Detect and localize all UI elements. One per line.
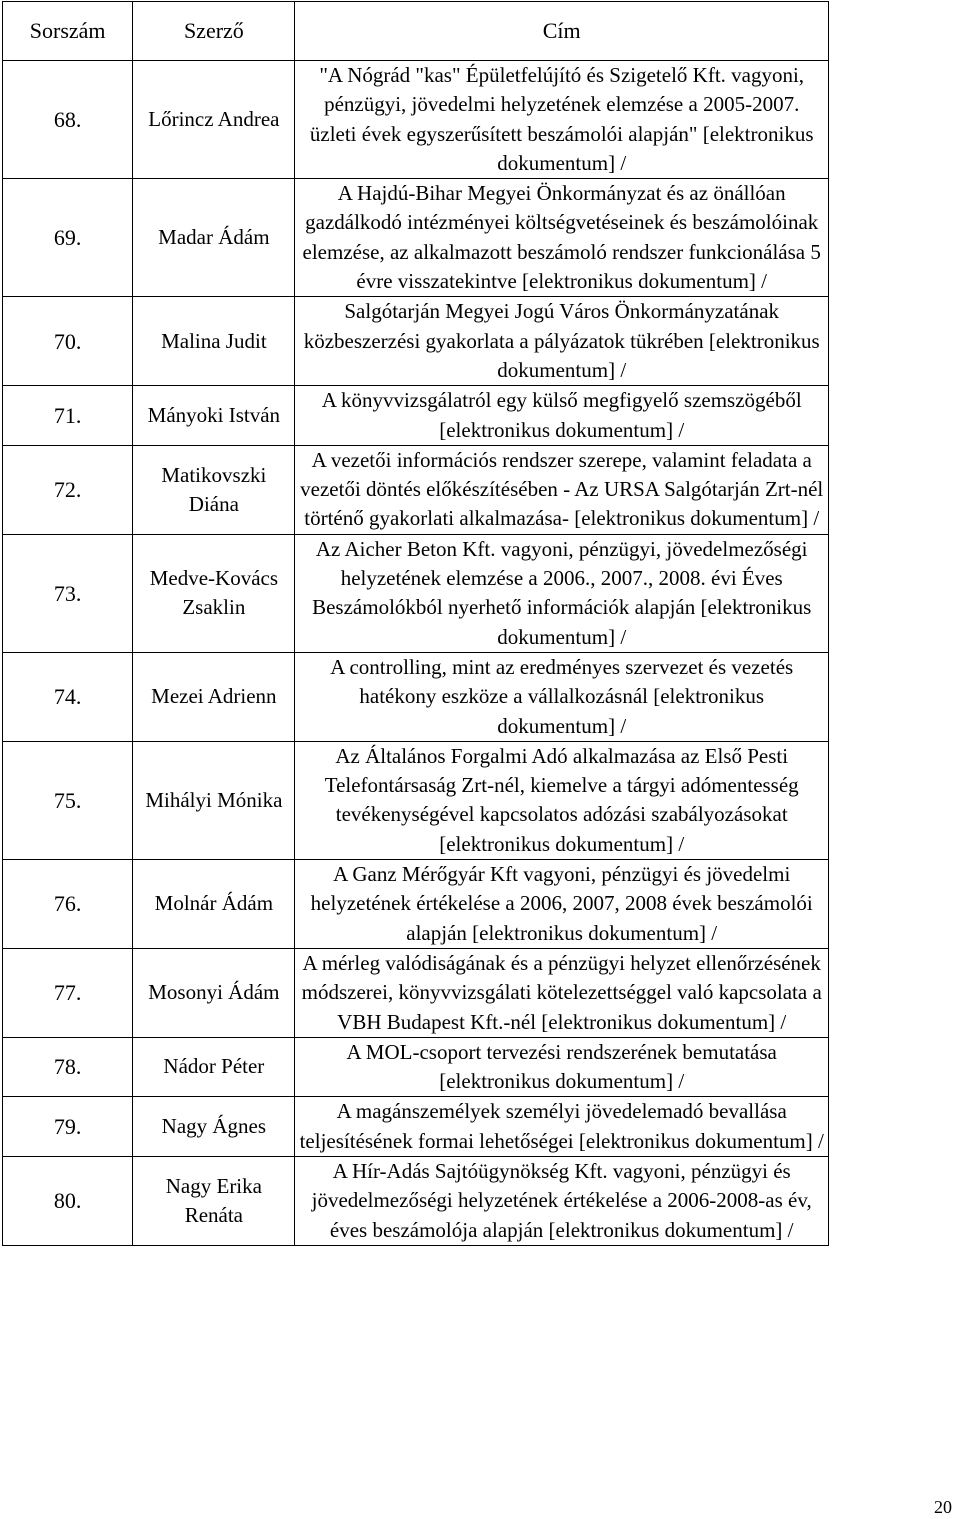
thesis-list-table: [2, 1, 829, 1246]
row-title: "A Nógrád "kas" Épületfelújító és Szigetelő Kft. vagyoni, pénzügyi, jövedelmi helyzetének elemzése a 2005-2007. üzleti évek egyszerűsített beszámolói alapján" [elektronikus dokumentum] /: [295, 61, 829, 179]
row-title: A magánszemélyek személyi jövedelemadó bevallása teljesítésének formai lehetőségei [elektronikus dokumentum] /: [295, 1097, 829, 1157]
table-row: [3, 1156, 829, 1245]
row-number: 78.: [3, 1037, 133, 1097]
row-title: A mérleg valódiságának és a pénzügyi helyzet ellenőrzésének módszerei, könyvvizsgálati kötelezettséggel való kapcsolata a VBH Budapest Kft.-nél [elektronikus dokumentum] /: [295, 948, 829, 1037]
table-row: [3, 1097, 829, 1157]
row-author: Mezei Adrienn: [133, 652, 295, 741]
row-number: 75.: [3, 741, 133, 859]
row-author: Mányoki István: [133, 386, 295, 446]
row-title: Az Aicher Beton Kft. vagyoni, pénzügyi, jövedelmezőségi helyzetének elemzése a 2006., 2007., 2008. évi Éves Beszámolókból nyerhető információk alapján [elektronikus dokumentum] /: [295, 534, 829, 652]
row-title: Salgótarján Megyei Jogú Város Önkormányzatának közbeszerzési gyakorlata a pályázatok tükrében [elektronikus dokumentum] /: [295, 297, 829, 386]
row-author: Mosonyi Ádám: [133, 948, 295, 1037]
table-row: [3, 1037, 829, 1097]
row-author: Madar Ádám: [133, 179, 295, 297]
row-number: 72.: [3, 445, 133, 534]
row-number: 68.: [3, 61, 133, 179]
row-title: A Ganz Mérőgyár Kft vagyoni, pénzügyi és jövedelmi helyzetének értékelése a 2006, 2007, 2008 évek beszámolói alapján [elektronikus dokumentum] /: [295, 860, 829, 949]
row-author: Malina Judit: [133, 297, 295, 386]
table-row: [3, 179, 829, 297]
table-row: [3, 652, 829, 741]
row-author: Lőrincz Andrea: [133, 61, 295, 179]
table-row: [3, 948, 829, 1037]
row-author: Molnár Ádám: [133, 860, 295, 949]
row-author: Nagy Ágnes: [133, 1097, 295, 1157]
table-row: [3, 386, 829, 446]
table-row: [3, 61, 829, 179]
row-title: A könyvvizsgálatról egy külső megfigyelő szemszögéből [elektronikus dokumentum] /: [295, 386, 829, 446]
table-row: [3, 860, 829, 949]
row-title: A controlling, mint az eredményes szervezet és vezetés hatékony eszköze a vállalkozásnál [elektronikus dokumentum] /: [295, 652, 829, 741]
row-title: A Hajdú-Bihar Megyei Önkormányzat és az önállóan gazdálkodó intézményei költségvetéseinek és beszámolóinak elemzése, az alkalmazott beszámoló rendszer funkcionálása 5 évre visszatekintve [elektronikus dokumentum] /: [295, 179, 829, 297]
row-author: Nagy Erika Renáta: [133, 1156, 295, 1245]
table-row: [3, 297, 829, 386]
row-author: Medve-Kovács Zsaklin: [133, 534, 295, 652]
row-title: A vezetői információs rendszer szerepe, valamint feladata a vezetői döntés előkészítésében - Az URSA Salgótarján Zrt-nél történő gyakorlati alkalmazása- [elektronikus dokumentum] /: [295, 445, 829, 534]
row-number: 74.: [3, 652, 133, 741]
header-author: Szerző: [133, 2, 295, 61]
header-title: Cím: [295, 2, 829, 61]
row-number: 80.: [3, 1156, 133, 1245]
row-title: Az Általános Forgalmi Adó alkalmazása az Első Pesti Telefontársaság Zrt-nél, kiemelve a tárgyi adómentesség tevékenységével kapcsolatos adózási szabályozásokat [elektronikus dokumentum] /: [295, 741, 829, 859]
header-number: Sorszám: [3, 2, 133, 61]
row-number: 79.: [3, 1097, 133, 1157]
table-row: [3, 534, 829, 652]
table-row: [3, 741, 829, 859]
row-number: 77.: [3, 948, 133, 1037]
row-title: A Hír-Adás Sajtóügynökség Kft. vagyoni, pénzügyi és jövedelmezőségi helyzetének értékelése a 2006-2008-as év, éves beszámolója alapján [elektronikus dokumentum] /: [295, 1156, 829, 1245]
row-number: 76.: [3, 860, 133, 949]
row-number: 73.: [3, 534, 133, 652]
row-number: 71.: [3, 386, 133, 446]
row-author: Matikovszki Diána: [133, 445, 295, 534]
row-title: A MOL-csoport tervezési rendszerének bemutatása [elektronikus dokumentum] /: [295, 1037, 829, 1097]
table-header-row: [3, 2, 829, 61]
table-row: [3, 445, 829, 534]
row-number: 70.: [3, 297, 133, 386]
row-author: Nádor Péter: [133, 1037, 295, 1097]
row-author: Mihályi Mónika: [133, 741, 295, 859]
page-number: 20: [934, 1497, 952, 1517]
row-number: 69.: [3, 179, 133, 297]
